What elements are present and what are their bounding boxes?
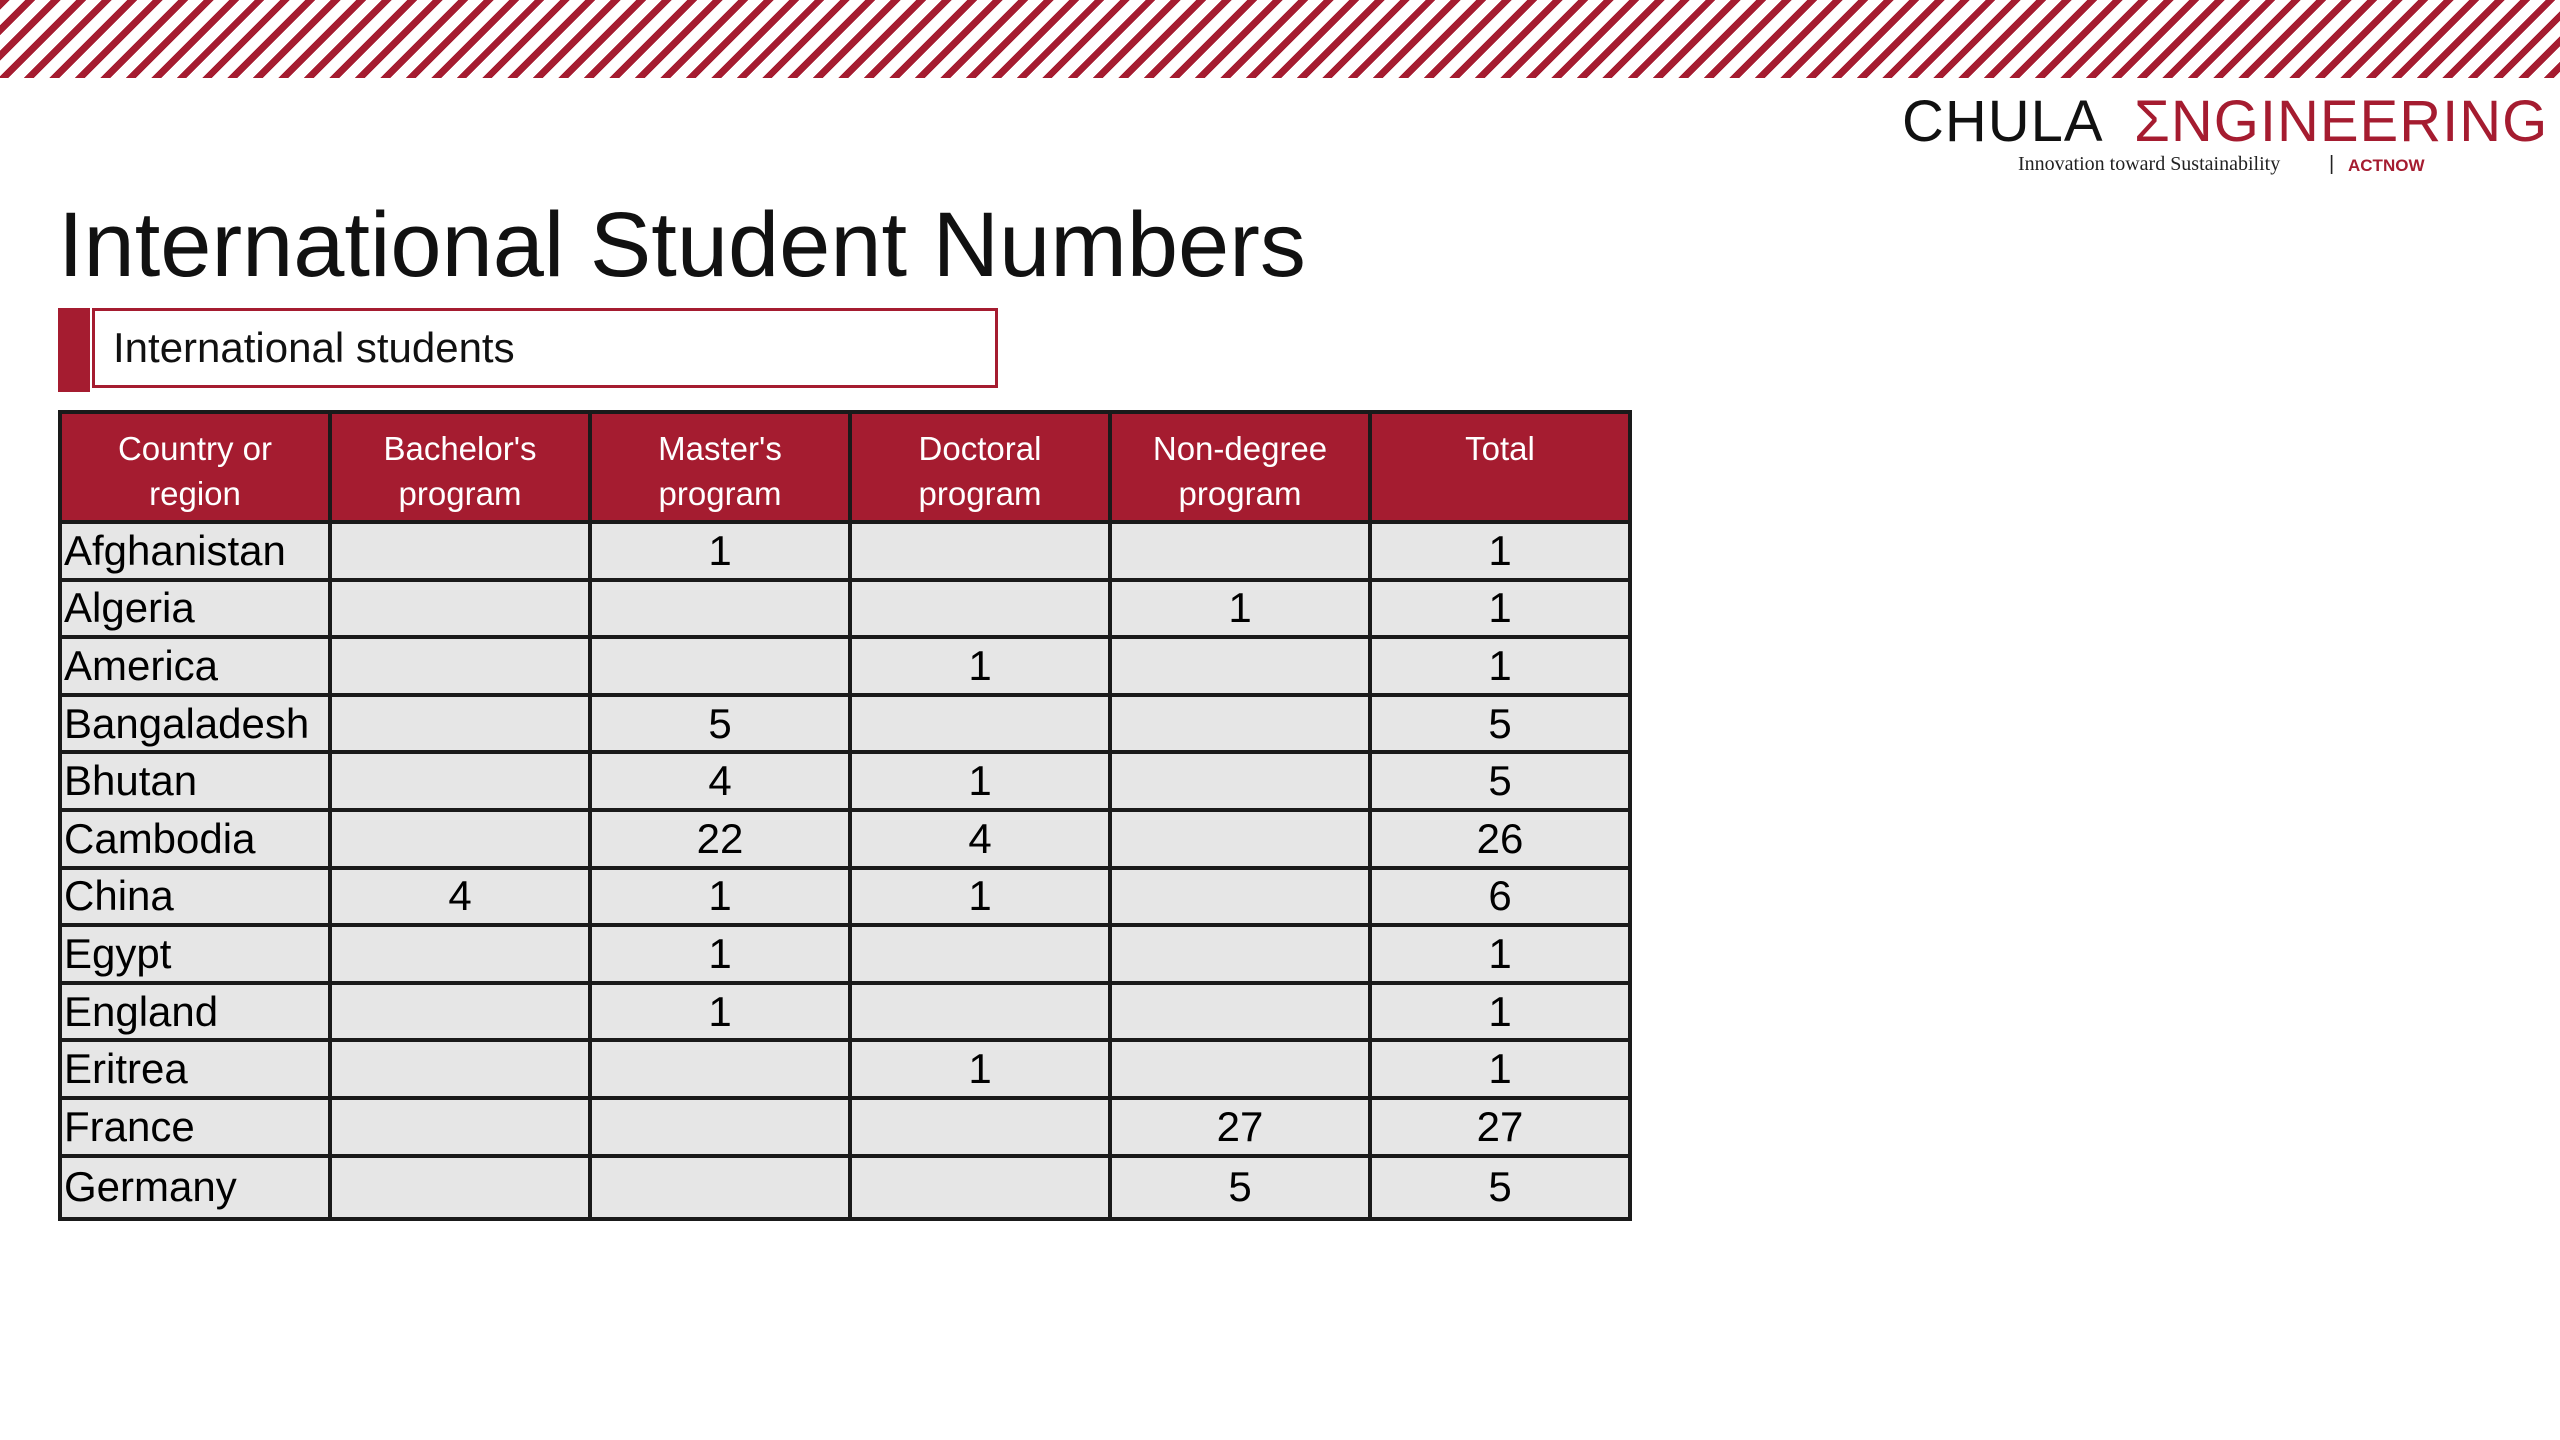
- masters-cell: [590, 637, 850, 695]
- column-header-masters: Master's program: [590, 412, 850, 522]
- total-cell: 5: [1370, 695, 1630, 753]
- non-degree-cell: [1110, 925, 1370, 983]
- doctoral-cell: [850, 695, 1110, 753]
- page-title: International Student Numbers: [58, 194, 1306, 296]
- decorative-stripe-band: [0, 0, 2560, 78]
- column-header-total: Total: [1370, 412, 1630, 522]
- bachelors-cell: [330, 925, 590, 983]
- doctoral-cell: [850, 983, 1110, 1041]
- non-degree-cell: [1110, 695, 1370, 753]
- total-cell: 1: [1370, 637, 1630, 695]
- masters-cell: [590, 1156, 850, 1219]
- doctoral-cell: 4: [850, 810, 1110, 868]
- doctoral-cell: 1: [850, 1040, 1110, 1098]
- bachelors-cell: [330, 1156, 590, 1219]
- section-label: International students: [92, 308, 998, 388]
- table-row: [60, 1156, 1630, 1219]
- masters-cell: 22: [590, 810, 850, 868]
- table-row: [60, 522, 1630, 580]
- table-header-row: [60, 412, 1630, 522]
- non-degree-cell: [1110, 522, 1370, 580]
- table-row: [60, 1098, 1630, 1156]
- doctoral-cell: [850, 925, 1110, 983]
- non-degree-cell: 1: [1110, 580, 1370, 638]
- non-degree-cell: 5: [1110, 1156, 1370, 1219]
- masters-cell: 4: [590, 752, 850, 810]
- non-degree-cell: [1110, 752, 1370, 810]
- chula-engineering-logo: [1890, 90, 2550, 185]
- bachelors-cell: [330, 522, 590, 580]
- total-cell: 5: [1370, 1156, 1630, 1219]
- non-degree-cell: [1110, 1040, 1370, 1098]
- total-cell: 6: [1370, 868, 1630, 926]
- bachelors-cell: [330, 695, 590, 753]
- bachelors-cell: [330, 1040, 590, 1098]
- masters-cell: 1: [590, 925, 850, 983]
- doctoral-cell: 1: [850, 868, 1110, 926]
- logo-separator: |: [2329, 153, 2335, 175]
- column-header-non-degree: Non-degree program: [1110, 412, 1370, 522]
- bachelors-cell: [330, 810, 590, 868]
- country-cell: Cambodia: [60, 810, 330, 868]
- doctoral-cell: [850, 1156, 1110, 1219]
- total-cell: 1: [1370, 522, 1630, 580]
- masters-cell: 1: [590, 868, 850, 926]
- doctoral-cell: [850, 1098, 1110, 1156]
- country-cell: Bhutan: [60, 752, 330, 810]
- non-degree-cell: [1110, 637, 1370, 695]
- column-header-bachelors: Bachelor's program: [330, 412, 590, 522]
- total-cell: 5: [1370, 752, 1630, 810]
- total-cell: 26: [1370, 810, 1630, 868]
- bachelors-cell: 4: [330, 868, 590, 926]
- country-cell: Eritrea: [60, 1040, 330, 1098]
- country-cell: Bangaladesh: [60, 695, 330, 753]
- country-cell: Afghanistan: [60, 522, 330, 580]
- masters-cell: 5: [590, 695, 850, 753]
- logo-chula-text: CHULA: [1902, 89, 2104, 154]
- logo-engineering-text: ΣNGINEERING: [2134, 89, 2549, 154]
- student-numbers-table: [58, 410, 1632, 1221]
- total-cell: 27: [1370, 1098, 1630, 1156]
- masters-cell: [590, 1040, 850, 1098]
- bachelors-cell: [330, 580, 590, 638]
- doctoral-cell: [850, 580, 1110, 638]
- column-header-doctoral: Doctoral program: [850, 412, 1110, 522]
- table-row: [60, 695, 1630, 753]
- bachelors-cell: [330, 1098, 590, 1156]
- table-row: [60, 752, 1630, 810]
- section-accent-bar: [58, 308, 90, 392]
- total-cell: 1: [1370, 1040, 1630, 1098]
- doctoral-cell: 1: [850, 752, 1110, 810]
- table-row: [60, 868, 1630, 926]
- table-row: [60, 983, 1630, 1041]
- total-cell: 1: [1370, 580, 1630, 638]
- masters-cell: 1: [590, 983, 850, 1041]
- country-cell: France: [60, 1098, 330, 1156]
- non-degree-cell: [1110, 810, 1370, 868]
- table-row: [60, 580, 1630, 638]
- country-cell: China: [60, 868, 330, 926]
- country-cell: England: [60, 983, 330, 1041]
- logo-actnow: ACTNOW: [2348, 156, 2425, 175]
- country-cell: Germany: [60, 1156, 330, 1219]
- logo-tagline: Innovation toward Sustainability: [2018, 153, 2281, 175]
- total-cell: 1: [1370, 925, 1630, 983]
- bachelors-cell: [330, 983, 590, 1041]
- country-cell: America: [60, 637, 330, 695]
- bachelors-cell: [330, 752, 590, 810]
- table-row: [60, 637, 1630, 695]
- masters-cell: [590, 1098, 850, 1156]
- total-cell: 1: [1370, 983, 1630, 1041]
- bachelors-cell: [330, 637, 590, 695]
- non-degree-cell: 27: [1110, 1098, 1370, 1156]
- country-cell: Egypt: [60, 925, 330, 983]
- non-degree-cell: [1110, 983, 1370, 1041]
- table-row: [60, 810, 1630, 868]
- table-row: [60, 1040, 1630, 1098]
- column-header-country: Country or region: [60, 412, 330, 522]
- non-degree-cell: [1110, 868, 1370, 926]
- masters-cell: [590, 580, 850, 638]
- doctoral-cell: 1: [850, 637, 1110, 695]
- masters-cell: 1: [590, 522, 850, 580]
- table-row: [60, 925, 1630, 983]
- doctoral-cell: [850, 522, 1110, 580]
- country-cell: Algeria: [60, 580, 330, 638]
